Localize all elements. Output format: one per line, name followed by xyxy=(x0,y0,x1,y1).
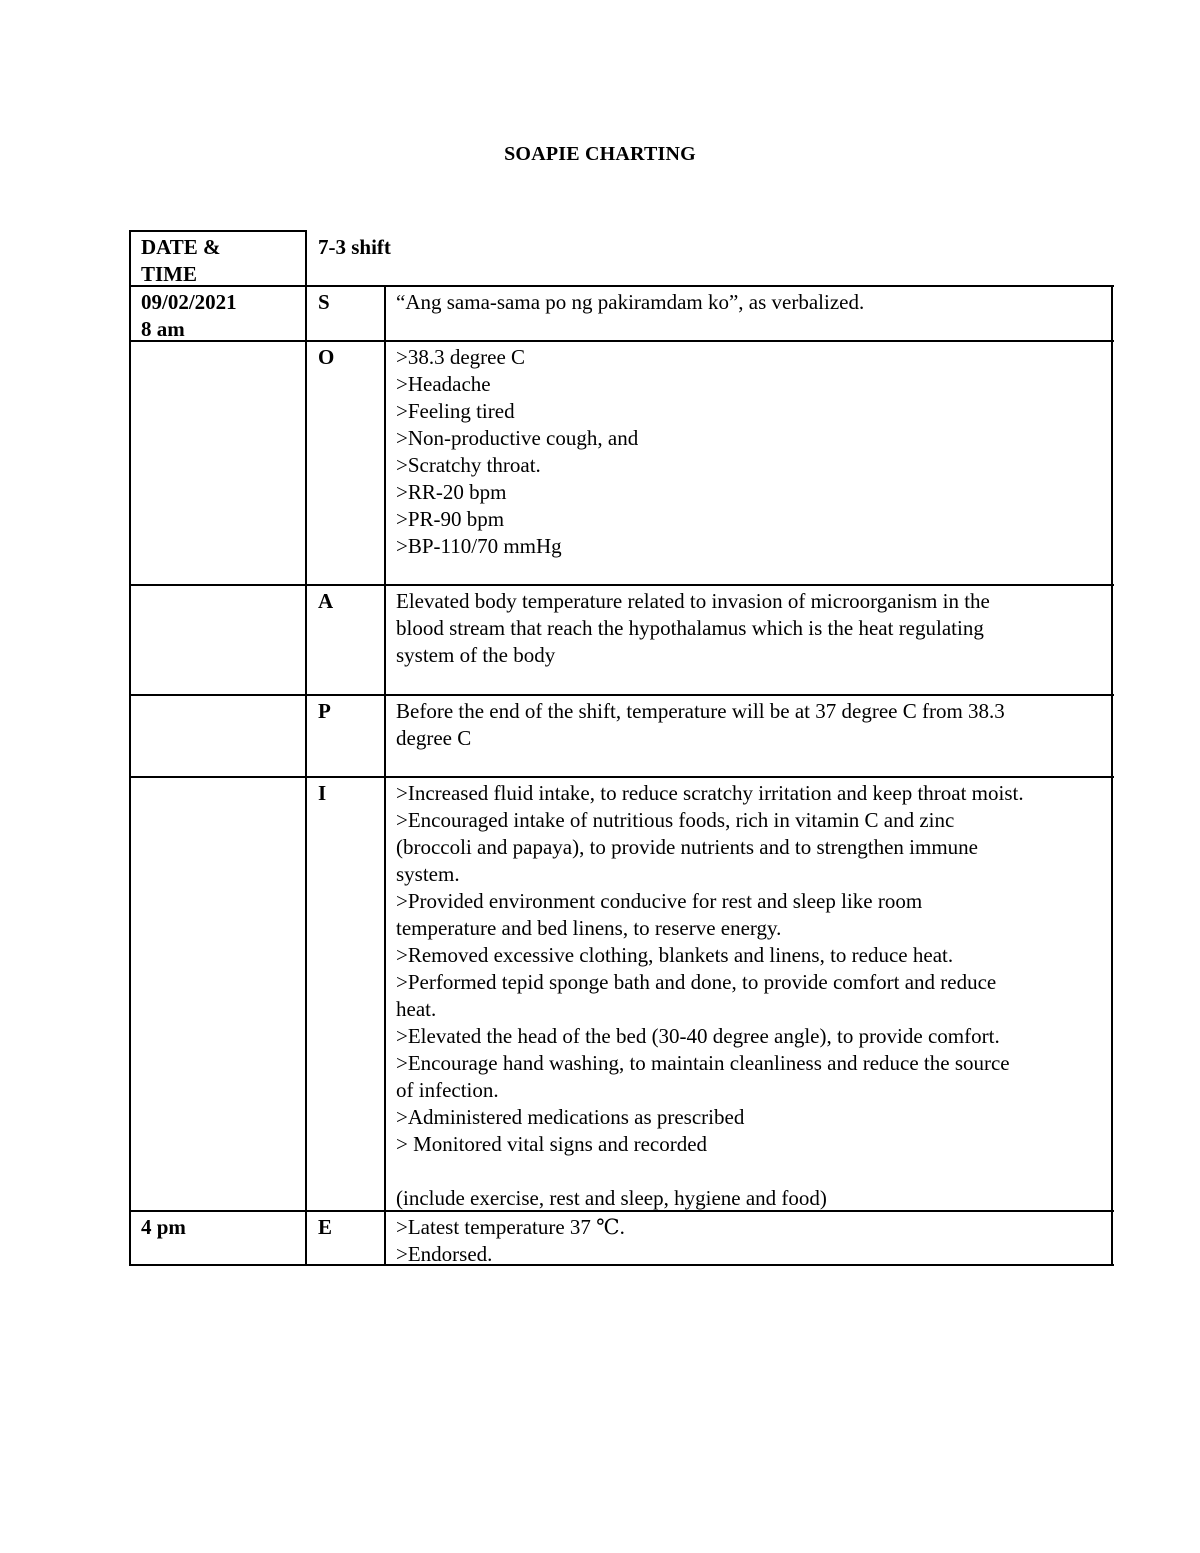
text-line: >Performed tepid sponge bath and done, to provide comfort and reduce xyxy=(396,970,997,994)
date-time-header xyxy=(141,234,221,288)
date-cell xyxy=(141,289,237,343)
time-value: 8 am xyxy=(141,317,185,341)
text-line: system. xyxy=(396,862,460,886)
text-line: >Removed excessive clothing, blankets and linens, to reduce heat. xyxy=(396,943,954,967)
soapie-letter-e: E xyxy=(318,1215,333,1239)
table-row-divider xyxy=(129,694,1114,696)
text-line: >Non-productive cough, and xyxy=(396,426,639,450)
subjective-content xyxy=(396,289,864,316)
table-border-right xyxy=(1111,285,1113,1266)
table-column-divider xyxy=(305,230,307,1266)
table-column-divider xyxy=(384,285,386,1266)
intervention-content xyxy=(396,780,1024,1212)
table-row-divider xyxy=(129,584,1114,586)
text-line: >Provided environment conducive for rest and sleep like room xyxy=(396,889,923,913)
time-value: 4 pm xyxy=(141,1215,186,1239)
text-line: degree C xyxy=(396,726,472,750)
assessment-content xyxy=(396,588,990,669)
table-border-left xyxy=(129,230,131,1266)
text-line: Before the end of the shift, temperature will be at 37 degree C from 38.3 xyxy=(396,699,1005,723)
text-line: >38.3 degree C xyxy=(396,345,526,369)
table-row-divider xyxy=(129,776,1114,778)
text-line: (broccoli and papaya), to provide nutrients and to strengthen immune xyxy=(396,835,979,859)
text-line: Elevated body temperature related to invasion of microorganism in the xyxy=(396,589,990,613)
text-line: >Elevated the head of the bed (30-40 degree angle), to provide comfort. xyxy=(396,1024,1000,1048)
text-line: temperature and bed linens, to reserve energy. xyxy=(396,916,782,940)
text-line: >BP-110/70 mmHg xyxy=(396,534,562,558)
soapie-letter-p: P xyxy=(318,699,331,723)
text-line: >Encourage hand washing, to maintain cleanliness and reduce the source xyxy=(396,1051,1010,1075)
objective-content xyxy=(396,344,638,560)
text-line: >Administered medications as prescribed xyxy=(396,1105,745,1129)
text-line: of infection. xyxy=(396,1078,499,1102)
text-line: >Increased fluid intake, to reduce scratchy irritation and keep throat moist. xyxy=(396,781,1024,805)
plan-content xyxy=(396,698,1005,752)
text-line: >Latest temperature 37 ℃. xyxy=(396,1215,625,1239)
text-line: >Encouraged intake of nutritious foods, rich in vitamin C and zinc xyxy=(396,808,955,832)
text-line: >PR-90 bpm xyxy=(396,507,505,531)
text-line: > Monitored vital signs and recorded xyxy=(396,1132,708,1156)
table-row-divider xyxy=(129,340,1114,342)
soapie-letter-a: A xyxy=(318,589,334,613)
date-time-header-line: TIME xyxy=(141,262,198,286)
date-time-header-line: DATE & xyxy=(141,235,221,259)
table-border-top xyxy=(129,230,307,232)
text-line: >Scratchy throat. xyxy=(396,453,541,477)
blank-line xyxy=(396,1158,1024,1185)
shift-label: 7-3 shift xyxy=(318,235,391,259)
text-line: >Feeling tired xyxy=(396,399,515,423)
text-line: >RR-20 bpm xyxy=(396,480,507,504)
soapie-letter-s: S xyxy=(318,290,330,314)
text-line: >Endorsed. xyxy=(396,1242,493,1266)
text-line: system of the body xyxy=(396,643,556,667)
soapie-letter-i: I xyxy=(318,781,327,805)
table-row-divider xyxy=(129,285,1114,287)
soapie-letter-o: O xyxy=(318,345,335,369)
date-value: 09/02/2021 xyxy=(141,290,237,314)
text-line: heat. xyxy=(396,997,437,1021)
page-title: SOAPIE CHARTING xyxy=(504,143,696,165)
text-line: >Headache xyxy=(396,372,491,396)
text-line: blood stream that reach the hypothalamus which is the heat regulating xyxy=(396,616,984,640)
text-line: (include exercise, rest and sleep, hygiene and food) xyxy=(396,1186,827,1210)
evaluation-content xyxy=(396,1214,625,1268)
text-line: “Ang sama-sama po ng pakiramdam ko”, as verbalized. xyxy=(396,290,865,314)
